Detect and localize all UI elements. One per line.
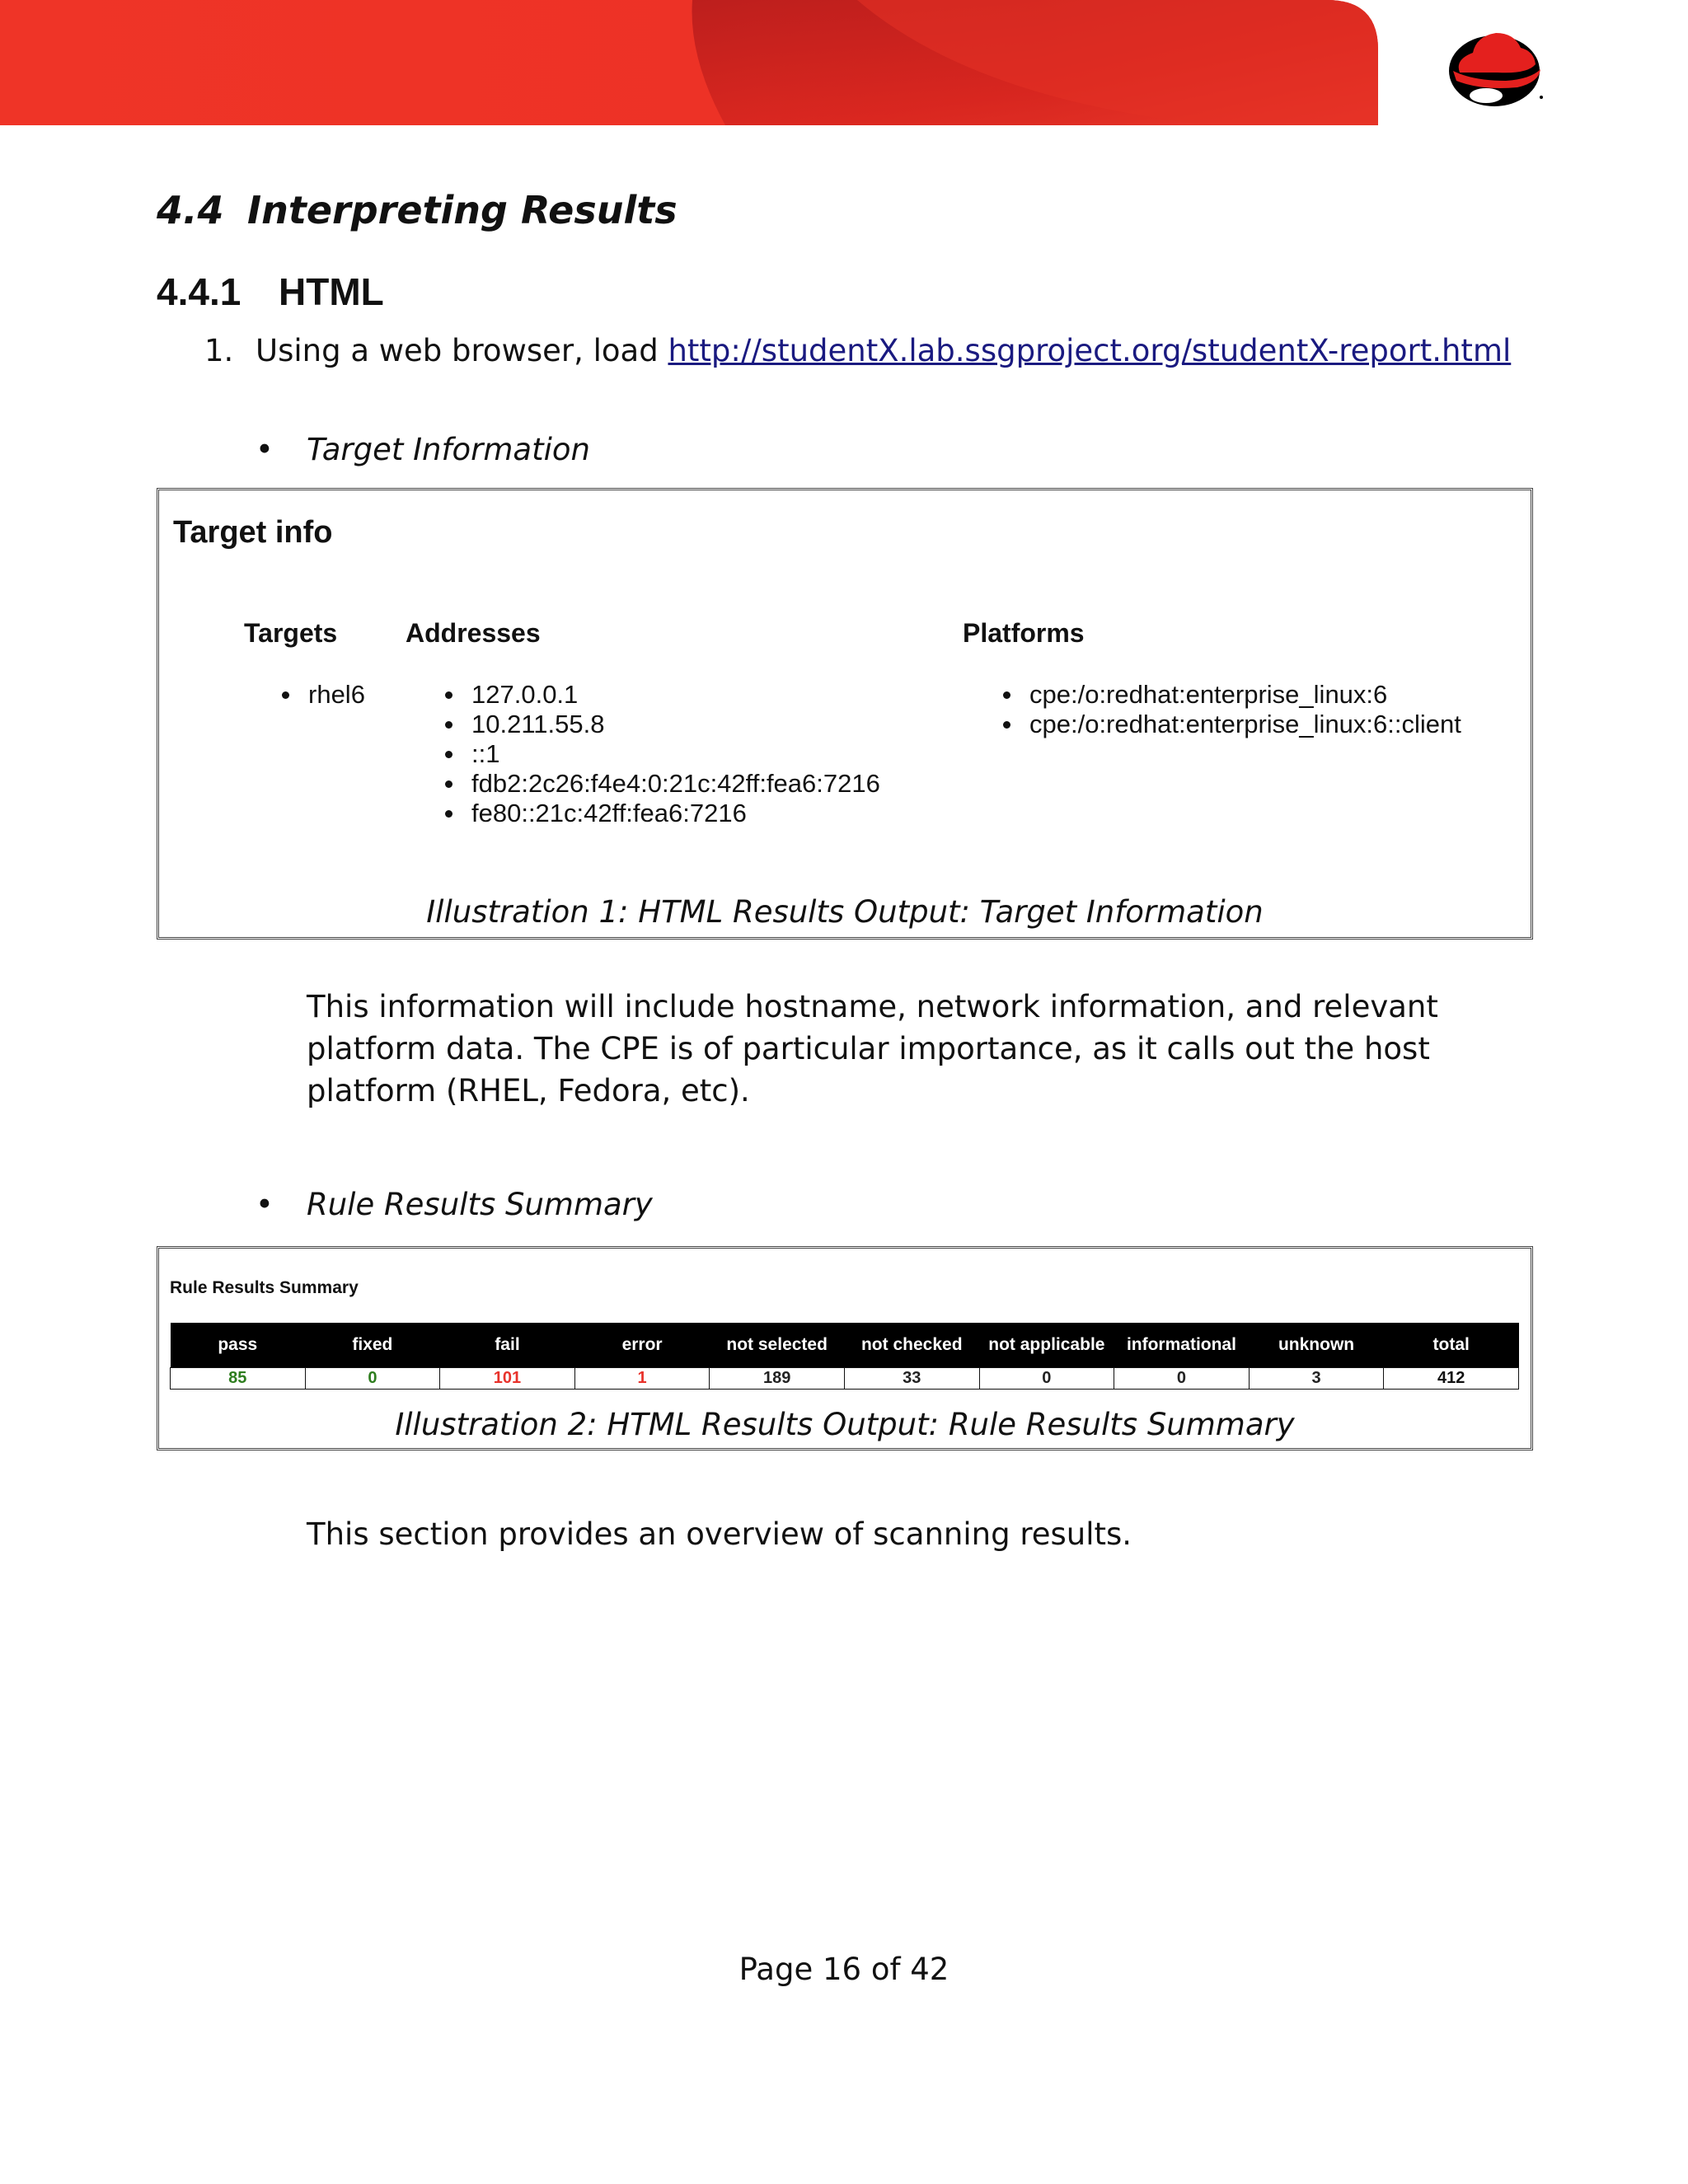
bullet-target-information [256, 432, 590, 467]
summary-value: 3 [1249, 1368, 1384, 1390]
summary-value: 1 [574, 1368, 710, 1390]
header-banner [0, 0, 1688, 125]
rule-results-header-row [171, 1323, 1519, 1368]
bullet-dot-icon: • [256, 1187, 274, 1222]
section-heading [157, 188, 678, 232]
column-header: not applicable [979, 1323, 1114, 1368]
summary-value: 0 [979, 1368, 1114, 1390]
subsection-heading [157, 269, 384, 314]
platforms-header: Platforms [963, 618, 1085, 648]
subsection-title: HTML [279, 270, 384, 313]
rule-results-values-row [171, 1368, 1519, 1390]
figure-2-caption: Illustration 2: HTML Results Output: Rule Results Summary [395, 1407, 1295, 1442]
rule-results-title: Rule Results Summary [170, 1278, 359, 1297]
bullet-label: Rule Results Summary [307, 1187, 653, 1222]
column-header: total [1384, 1323, 1519, 1368]
step-1 [204, 333, 1511, 368]
page-footer: Page 16 of 42 [738, 1952, 950, 1987]
column-header: fixed [305, 1323, 440, 1368]
step-number: 1. [204, 333, 234, 368]
bullet-dot-icon: • [256, 432, 274, 467]
target-item: rhel6 [279, 680, 365, 710]
step-text: Using a web browser, load [256, 333, 668, 368]
platform-item: cpe:/o:redhat:enterprise_linux:6 [1000, 680, 1461, 710]
target-info-paragraph: This information will include hostname, network information, and relevant platform data. The CPE is of particular importance, as it calls out the host platform (RHEL, Fedora, etc). [307, 989, 1438, 1108]
figure-1-caption: Illustration 1: HTML Results Output: Target Information [426, 894, 1264, 930]
platforms-list [1000, 680, 1461, 739]
targets-list [279, 680, 365, 710]
summary-value: 85 [171, 1368, 306, 1390]
summary-value: 0 [1114, 1368, 1250, 1390]
column-header: pass [171, 1323, 306, 1368]
section-title: Interpreting Results [247, 188, 678, 232]
column-header: unknown [1249, 1323, 1384, 1368]
column-header: not selected [710, 1323, 845, 1368]
bullet-rule-results-summary [256, 1187, 653, 1222]
rule-results-paragraph: This section provides an overview of scanning results. [307, 1516, 1132, 1552]
summary-value: 33 [844, 1368, 979, 1390]
platform-item: cpe:/o:redhat:enterprise_linux:6::client [1000, 710, 1461, 739]
address-item: fdb2:2c26:f4e4:0:21c:42ff:fea6:7216 [442, 769, 880, 799]
addresses-list [442, 680, 880, 828]
rule-results-table [170, 1323, 1519, 1390]
summary-value: 412 [1384, 1368, 1519, 1390]
address-item: ::1 [442, 739, 880, 769]
subsection-number: 4.4.1 [157, 270, 241, 313]
target-info-figure [157, 488, 1533, 940]
summary-value: 0 [305, 1368, 440, 1390]
address-item: fe80::21c:42ff:fea6:7216 [442, 799, 880, 828]
red-hat-logo-icon [1448, 23, 1547, 107]
column-header: error [574, 1323, 710, 1368]
column-header: not checked [844, 1323, 979, 1368]
address-item: 10.211.55.8 [442, 710, 880, 739]
bullet-label: Target Information [307, 432, 590, 467]
target-info-title: Target info [173, 515, 333, 550]
column-header: fail [440, 1323, 575, 1368]
targets-header: Targets [244, 618, 338, 648]
addresses-header: Addresses [406, 618, 541, 648]
summary-value: 101 [440, 1368, 575, 1390]
report-link[interactable]: http://studentX.lab.ssgproject.org/studentX-report.html [668, 333, 1512, 368]
column-header: informational [1114, 1323, 1250, 1368]
section-number: 4.4 [157, 188, 224, 232]
address-item: 127.0.0.1 [442, 680, 880, 710]
rule-results-figure [157, 1246, 1533, 1451]
summary-value: 189 [710, 1368, 845, 1390]
